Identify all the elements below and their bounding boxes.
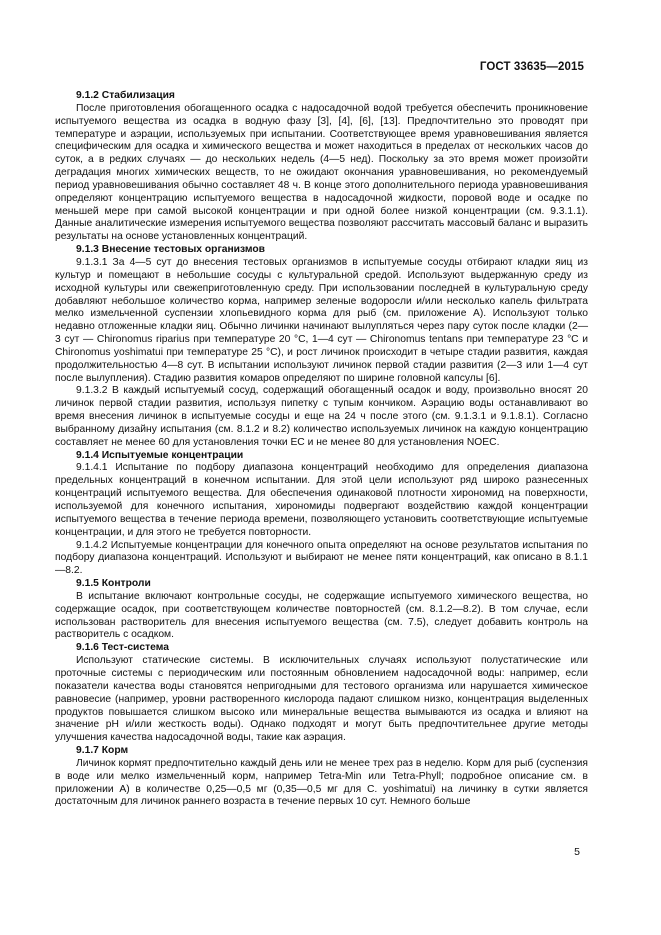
paragraph: 9.1.3.2 В каждый испытуемый сосуд, содержащий обогащенный осадок и воду, произвольно вносят 20 личинок первой стадии развития, используя пипетку с тупым кончиком. Аэрацию воды останавливают во время внесения личинок в испытуемые сосуды и еще на 24 ч после этого (см. 9.1.3.1 и 9.1.8.1). Согласно выбранному дизайну испытания (см. 8.1.2 и 8.2) количество используемых личинок на каждую концентрацию составляет не менее 60 для установления точки ЕС и не менее 80 для установления NOEC. — [55, 385, 588, 448]
section-heading: 9.1.2 Стабилизация — [76, 90, 175, 101]
section-heading: 9.1.6 Тест-система — [76, 642, 169, 654]
paragraph: Личинок кормят предпочтительно каждый день или не менее трех раз в неделю. Корм для рыб (суспензия в воде или мелко измельченный корм, например Tetra-Min или Tetra-Phyll; подробное описание см. в приложении А) в количестве 0,25—0,5 мг (0,35—0,5 мг для C. yoshimatui) на личинку в сутки является достаточным для личинок раннего возраста в течение первых 10 сут. Немного больше — [55, 757, 588, 808]
document-code: ГОСТ 33635—2015 — [479, 61, 584, 73]
paragraph: В испытание включают контрольные сосуды, не содержащие испытуемого химического вещества, но содержащие осадок, при соответствующем количестве повторностей (см. 8.1.2—8.2). В том случае, если использован растворитель для внесения испытуемого вещества (см. 7.5), следует добавить контроль на растворитель с осадком. — [55, 590, 588, 641]
section-heading: 9.1.3 Внесение тестовых организмов — [76, 244, 265, 256]
paragraph: 9.1.4.2 Испытуемые концентрации для конечного опыта определяют на основе результатов испытания по подбору диапазона концентраций. Используют и выбирают не менее пяти концентраций, как описано в 8.1.1—8.2. — [55, 539, 588, 577]
section-heading: 9.1.7 Корм — [76, 745, 129, 757]
page-number: 5 — [574, 846, 580, 858]
document-body — [55, 90, 588, 809]
paragraph: 9.1.4.1 Испытание по подбору диапазона концентраций необходимо для определения диапазона предельных концентраций в конечном испытании. Для этой цели используют ряд широко разнесенных концентраций испытуемого вещества. Для обеспечения одинаковой плотности хирономид на поверхности, используемой для конечного испытания, хирономиды подвергают воздействию каждой концентрации испытуемого вещества в течение периода времени, позволяющего установить соответствующие испытуемые концентрации, и для этого не требуется повторности. — [55, 462, 588, 538]
paragraph: Используют статические системы. В исключительных случаях используют полустатические или проточные системы с периодическим или постоянным обновлением надосадочной воды: например, если показатели качества воды становятся непригодными для тестового организма или нарушается химическое равновесие (например, уровни растворенного кислорода падают слишком низко, концентрация выделенных продуктов повышается слишком высоко или минеральные вещества вымываются из осадка и влияют на значение рН и/или жесткость воды). Однако подходят и могут быть предпочтительнее другие методы улучшения качества надосадочной воды, такие как аэрация. — [55, 655, 588, 744]
paragraph: После приготовления обогащенного осадка с надосадочной водой требуется обеспечить проникновение испытуемого вещества из осадка в водную фазу [3], [4], [6], [13]. Предпочтительно это проводят при температуре и аэрации, используемых при испытании. Соответствующее время уравновешивания является специфическим для осадка и химического вещества и может находиться в пределах от нескольких часов до суток, а в редких случаях — до нескольких недель (4—5 нед). Поскольку за это время может произойти деградация многих химических веществ, то не ожидают окончания уравновешивания, но рекомендуемый период уравновешивания обычно составляет 48 ч. В конце этого дополнительного периода уравновешивания определяют концентрацию испытуемого вещества в надосадочной жидкости, поровой воде и осадке по меньшей мере при самой высокой концентрации и при одной более низкой концентрации (см. 9.3.1.1). Данные аналитические измерения испытуемого вещества позволяют рассчитать массовый баланс и выразить результаты на основе установленных концентраций. — [55, 102, 588, 243]
paragraph: 9.1.3.1 За 4—5 сут до внесения тестовых организмов в испытуемые сосуды отбирают кладки яиц из культур и помещают в небольшие сосуды с культуральной средой. Используют выдержанную среду из исходной культуры или свежеприготовленную среду. При использовании последней в культуральную среду добавляют небольшое количество корма, например зеленые водоросли и/или несколько капель фильтрата мелко измельченной суспензии хлопьевидного корма для рыб (см. приложение А). Используют только недавно отложенные кладки яиц. Обычно личинки начинают вылупляться через пару суток после кладки (2—3 сут — Chironomus riparius при температуре 20 °С, 1—4 сут — Chironomus tentans при температуре 23 °С и Chironomus yoshimatui при температуре 25 °С), и рост личинок происходит в четыре стадии развития, каждая продолжительностью 4—8 сут. В испытании используют личинок первой стадии развития (2—3 или 1—4 сут после вылупления). Стадию развития комаров определяют по ширине головной капсулы [6]. — [55, 256, 588, 384]
section-heading: 9.1.5 Контроли — [76, 578, 151, 590]
section-heading: 9.1.4 Испытуемые концентрации — [76, 449, 244, 461]
